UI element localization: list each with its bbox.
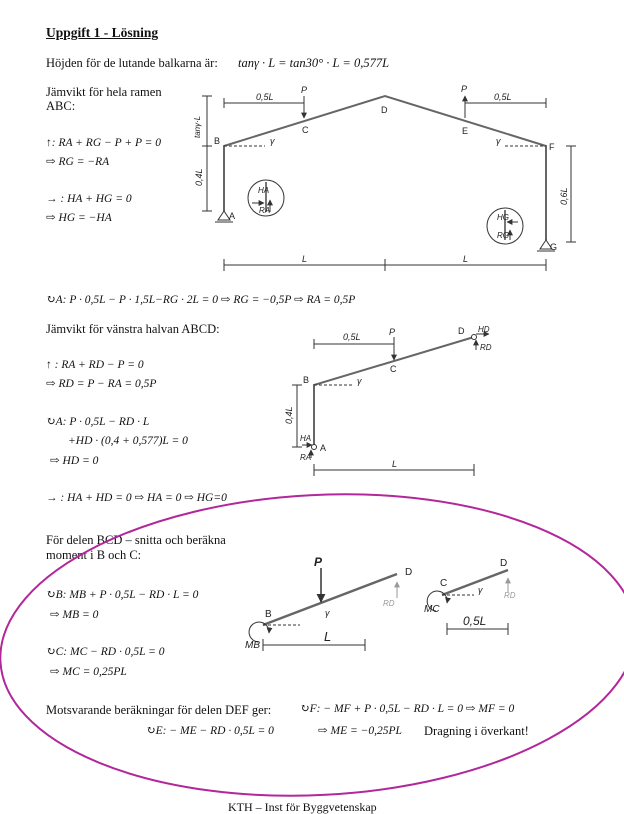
label-HG-detail: HG: [497, 213, 509, 222]
intro-label: Höjden för de lutande balkarna är:: [46, 56, 218, 70]
footer: KTH – Inst för Byggvetenskap: [228, 800, 377, 814]
sec1-eq-vertical: ↑: RA + RG − P + P = 0: [46, 137, 162, 149]
intro-formula: tanγ · L = tan30° · L = 0,577L: [238, 56, 390, 70]
label-D-3: D: [405, 567, 413, 578]
label-G: G: [550, 242, 558, 252]
dim-half-L-2: 0,5L: [343, 332, 361, 342]
sec4-eq-moment-F: ↻F: − MF + P · 0,5L − RD · L = 0 ⇨ MF = 0: [300, 703, 515, 715]
label-F: F: [549, 142, 555, 152]
sec2-heading: Jämvikt för vänstra halvan ABCD:: [46, 322, 220, 336]
label-RG-detail: RG: [497, 231, 509, 240]
label-RD-4: RD: [504, 591, 516, 600]
label-gamma-4: γ: [478, 585, 483, 595]
label-B-3: B: [265, 609, 272, 620]
sec3-heading: För delen BCD – snitta och beräkna: [46, 533, 226, 547]
label-MB: MB: [245, 640, 260, 651]
sec1-eq-vertical-result: ⇨ RG = −RA: [46, 156, 110, 168]
label-A-2: A: [320, 443, 327, 453]
sec1-eq-horizontal: → : HA + HG = 0: [46, 193, 132, 205]
label-D-2: D: [458, 326, 465, 336]
label-C-2: C: [390, 364, 397, 374]
label-D-4: D: [500, 558, 508, 569]
sec2-eq-vertical-result: ⇨ RD = P − RA = 0,5P: [46, 378, 157, 390]
sec4-eq-moment-E: ↻E: − ME − RD · 0,5L = 0: [146, 725, 274, 737]
sec2-eq-moment-A: ↻A: P · 0,5L − RD · L: [46, 416, 150, 428]
label-P-3: P: [314, 555, 323, 569]
sec1-heading: Jämvikt för hela ramen: [46, 85, 162, 99]
sec2-eq-moment-A-cont: +HD · (0,4 + 0,577)L = 0: [68, 435, 188, 447]
label-HA-2: HA: [300, 434, 312, 443]
figure-whole-frame: [193, 84, 576, 271]
beam-BCD: [263, 574, 397, 625]
sec4-text: Motsvarande beräkningar för delen DEF ger:: [46, 703, 272, 717]
label-RA-detail: RA: [259, 206, 271, 215]
dim-06L-right: 0,6L: [559, 187, 569, 205]
sec3-eq-MC-result: ⇨ MC = 0,25PL: [50, 666, 127, 678]
sec3-heading-2: moment i B och C:: [46, 548, 142, 562]
figure-left-half: [284, 325, 492, 476]
label-C-3: C: [440, 578, 448, 589]
label-HA-detail: HA: [258, 186, 270, 195]
beam-CD: [442, 570, 508, 595]
label-gamma-right: γ: [496, 136, 501, 146]
label-P-2: P: [389, 327, 396, 337]
label-C: C: [302, 125, 309, 135]
label-E: E: [462, 126, 469, 136]
sec1-eq-horizontal-result: ⇨ HG = −HA: [46, 212, 112, 224]
dim-04L-left: 0,4L: [194, 168, 204, 186]
dim-L-right: L: [463, 254, 469, 264]
sec3-eq-MB-result: ⇨ MB = 0: [50, 609, 99, 621]
sec3-eq-moment-B: ↻B: MB + P · 0,5L − RD · L = 0: [46, 589, 199, 601]
label-HD: HD: [478, 325, 490, 334]
label-P-right: P: [461, 84, 468, 94]
dim-L-2: L: [392, 459, 398, 469]
sec2-eq-vertical: ↑ : RA + RD − P = 0: [46, 359, 144, 371]
dim-L-3: L: [324, 629, 332, 644]
label-MC: MC: [424, 604, 440, 615]
label-gamma-2: γ: [357, 376, 362, 386]
dim-04L-2: 0,4L: [284, 406, 294, 424]
label-B-2: B: [303, 375, 310, 385]
sec2-eq-HD-result: ⇨ HD = 0: [50, 455, 99, 467]
sec1-heading-2: ABC:: [46, 99, 76, 113]
label-B: B: [214, 136, 221, 146]
label-RA-2: RA: [300, 453, 312, 462]
label-gamma-left: γ: [270, 136, 275, 146]
dim-half-L-left: 0,5L: [256, 92, 274, 102]
sec4-note: Dragning i överkant!: [424, 724, 529, 738]
label-gamma-3: γ: [325, 608, 330, 618]
dim-L-left: L: [302, 254, 308, 264]
dim-half-L-3: 0,5L: [463, 614, 487, 628]
moment-A-full-frame: ↻A: P · 0,5L − P · 1,5L−RG · 2L = 0 ⇨ RG = −0,5P ⇨ RA = 0,5P: [46, 294, 356, 306]
page-title: Uppgift 1 - Lösning: [46, 25, 159, 40]
sec4-eq-ME-result: ⇨ ME = −0,25PL: [318, 725, 402, 737]
moment-MB-icon: [249, 622, 269, 642]
label-RD: RD: [480, 343, 492, 352]
dim-half-L-right: 0,5L: [494, 92, 512, 102]
label-A: A: [229, 211, 236, 221]
sec3-eq-moment-C: ↻C: MC − RD · 0,5L = 0: [46, 646, 165, 658]
dim-tan-height: tanγ·L: [193, 115, 202, 138]
figure-section-BCD: [245, 555, 516, 651]
sec2-eq-horizontal: → : HA + HD = 0 ⇨ HA = 0 ⇨ HG=0: [46, 492, 227, 504]
label-P-left: P: [301, 85, 308, 95]
label-RD-3: RD: [383, 599, 395, 608]
label-D: D: [381, 105, 388, 115]
